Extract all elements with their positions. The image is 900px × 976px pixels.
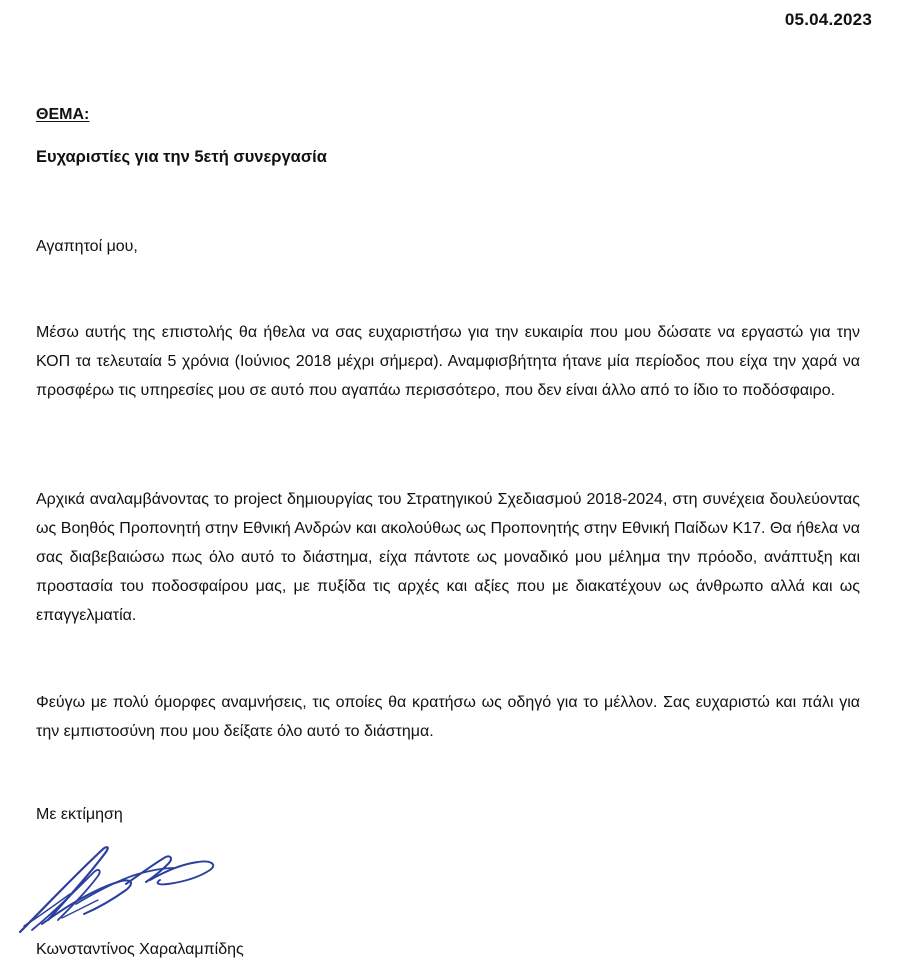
closing: Με εκτίμηση [36, 806, 123, 823]
paragraph-3: Φεύγω με πολύ όμορφες αναμνήσεις, τις οποίες θα κρατήσω ως οδηγό για το μέλλον. Σας ευχαριστώ και πάλι για την εμπιστοσύνη που μου δείξατε όλο αυτό το διάστημα. [36, 694, 860, 740]
letter-date: 05.04.2023 [784, 10, 872, 29]
signer-name: Κωνσταντίνος Χαραλαμπίδης [36, 941, 244, 958]
greeting: Αγαπητοί μου, [36, 238, 138, 255]
signature-image [14, 838, 234, 938]
paragraph-2: Αρχικά αναλαμβάνοντας το project δημιουργίας του Στρατηγικού Σχεδιασμού 2018-2024, στη συνέχεια δουλεύοντας ως Βοηθός Προπονητή στην Εθνική Ανδρών και ακολούθως ως Προπονητής στην Εθνική Παίδων Κ17. Θα ήθελα να σας διαβεβαιώσω πως όλο αυτό το διάστημα, είχα πάντοτε ως μοναδικό μου μέλημα την πρόοδο, ανάπτυξη και προστασία του ποδοσφαίρου μας, με πυξίδα τις αρχές και αξίες που με διακατέχουν ως άνθρωπο αλλά και ως επαγγελματία. [36, 491, 860, 624]
subject-text: Ευχαριστίες για την 5ετή συνεργασία [36, 148, 327, 166]
subject-label: ΘΕΜΑ: [36, 106, 90, 123]
paragraph-1: Μέσω αυτής της επιστολής θα ήθελα να σας ευχαριστήσω για την ευκαιρία που μου δώσατε να εργαστώ για την ΚΟΠ τα τελευταία 5 χρόνια (Ιούνιος 2018 μέχρι σήμερα). Αναμφισβήτητα ήτανε μία περίοδος που είχα την χαρά να προσφέρω τις υπηρεσίες μου σε αυτό που αγαπάω περισσότερο, που δεν είναι άλλο από το ίδιο το ποδόσφαιρο. [36, 324, 860, 399]
